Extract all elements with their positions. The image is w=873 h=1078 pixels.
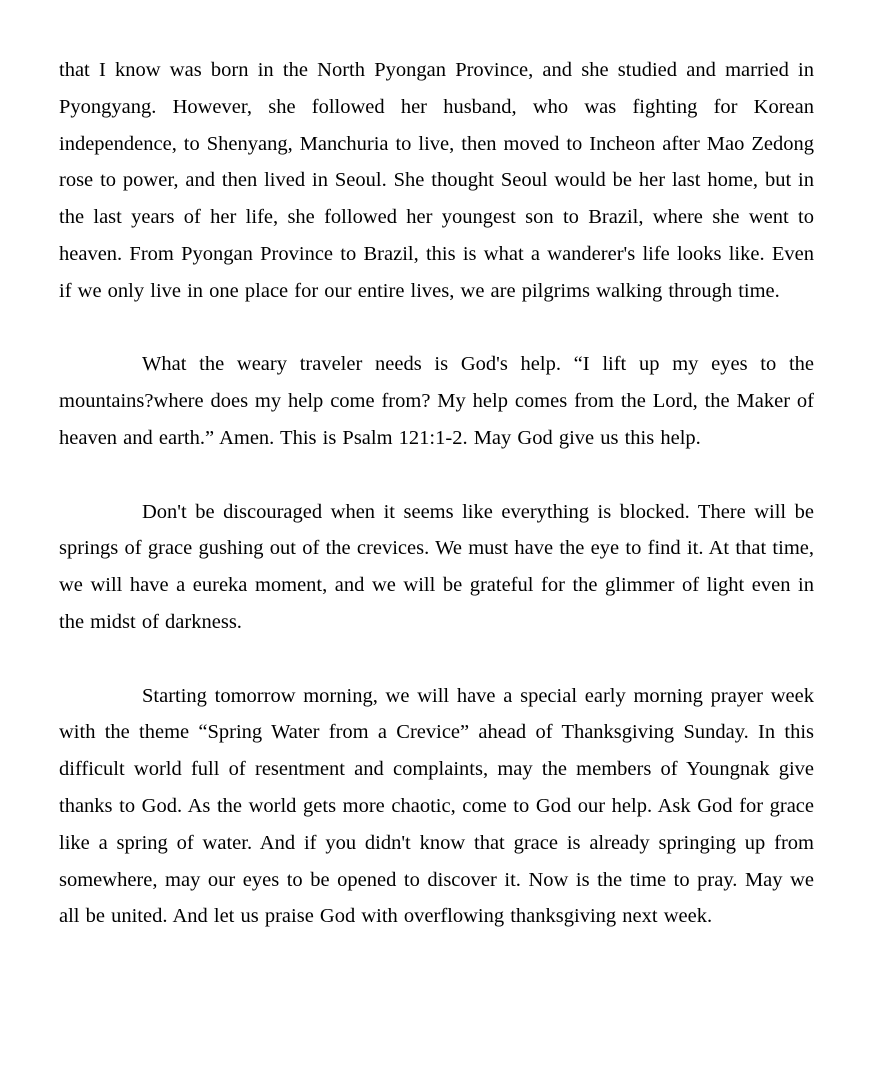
paragraph-4: Starting tomorrow morning, we will have a special early morning prayer week with the theme “Spring Water from a Crevice” ahead of Thanksgiving Sunday. In this difficult world full of resentment and complaints, may the members of Youngnak give thanks to God. As the world gets more chaotic, come to God our help. Ask God for grace like a spring of water. And if you didn't know that grace is already springing up from somewhere, may our eyes to be opened to discover it. Now is the time to pray. May we all be united. And let us praise God with overflowing thanksgiving next week. xyxy=(59,684,814,928)
document-page xyxy=(59,52,814,935)
paragraph-3: Don't be discouraged when it seems like everything is blocked. There will be springs of grace gushing out of the crevices. We must have the eye to find it. At that time, we will have a eureka moment, and we will be grateful for the glimmer of light even in the midst of darkness. xyxy=(59,500,814,633)
paragraph-2: What the weary traveler needs is God's help. “I lift up my eyes to the mountains?where does my help come from? My help comes from the Lord, the Maker of heaven and earth.” Amen. This is Psalm 121:1-2. May God give us this help. xyxy=(59,353,814,449)
paragraph-1: that I know was born in the North Pyongan Province, and she studied and married in Pyongyang. However, she followed her husband, who was fighting for Korean independence, to Shenyang, Manchuria to live, then moved to Incheon after Mao Zedong rose to power, and then lived in Seoul. She thought Seoul would be her last home, but in the last years of her life, she followed her youngest son to Brazil, where she went to heaven. From Pyongan Province to Brazil, this is what a wanderer's life looks like. Even if we only live in one place for our entire lives, we are pilgrims walking through time. xyxy=(59,59,814,302)
